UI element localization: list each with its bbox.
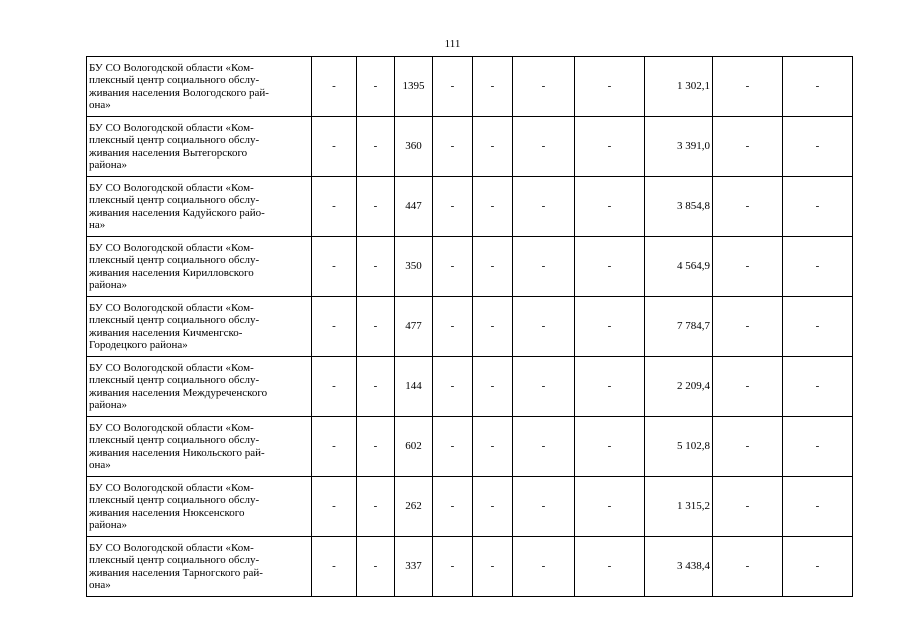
institution-name-line: плексный центр социального обслу-	[89, 254, 260, 267]
value-cell: -	[357, 237, 395, 297]
value-cell: -	[433, 237, 473, 297]
institution-name-line: живания населения Тарногского рай-	[89, 566, 263, 579]
value-cell: -	[357, 297, 395, 357]
value-cell: -	[713, 177, 783, 237]
value-cell: -	[433, 537, 473, 597]
value-cell: -	[713, 297, 783, 357]
value-cell: -	[513, 117, 575, 177]
institution-name-line: плексный центр социального обслу-	[89, 434, 260, 447]
value-cell: -	[357, 357, 395, 417]
value-cell: -	[783, 477, 853, 537]
value-cell: -	[575, 477, 645, 537]
value-cell: 4 564,9	[645, 237, 713, 297]
value-cell: -	[312, 417, 357, 477]
table-row	[87, 297, 853, 357]
institution-name-line: района»	[89, 398, 128, 411]
value-cell: 1 315,2	[645, 477, 713, 537]
value-cell: 3 391,0	[645, 117, 713, 177]
value-cell: 2 209,4	[645, 357, 713, 417]
institution-name-line: БУ СО Вологодской области «Ком-	[89, 421, 254, 434]
institution-name-line: она»	[89, 458, 111, 471]
value-cell: -	[312, 477, 357, 537]
value-cell: 5 102,8	[645, 417, 713, 477]
institution-name-line: БУ СО Вологодской области «Ком-	[89, 121, 254, 134]
value-cell: -	[473, 117, 513, 177]
value-cell: -	[473, 297, 513, 357]
value-cell: -	[513, 297, 575, 357]
value-cell: -	[433, 357, 473, 417]
institution-name-line: района»	[89, 518, 128, 531]
value-cell: 602	[395, 417, 433, 477]
value-cell: -	[312, 237, 357, 297]
value-cell: -	[513, 57, 575, 117]
institution-name-line: БУ СО Вологодской области «Ком-	[89, 241, 254, 254]
value-cell: -	[513, 177, 575, 237]
institution-name-line: БУ СО Вологодской области «Ком-	[89, 301, 254, 314]
value-cell: -	[312, 177, 357, 237]
value-cell: -	[783, 357, 853, 417]
value-cell: -	[575, 417, 645, 477]
institution-name-line: живания населения Кичменгско-	[89, 326, 243, 339]
value-cell: -	[433, 177, 473, 237]
value-cell: -	[713, 537, 783, 597]
value-cell: 1 302,1	[645, 57, 713, 117]
institution-name-line: она»	[89, 578, 111, 591]
institution-name-cell	[87, 117, 312, 177]
institution-name-line: живания населения Нюксенского	[89, 506, 245, 519]
institution-name-cell	[87, 237, 312, 297]
value-cell: -	[312, 297, 357, 357]
value-cell: 144	[395, 357, 433, 417]
page-number: 111	[444, 38, 461, 50]
value-cell: -	[713, 117, 783, 177]
value-cell: -	[575, 537, 645, 597]
table-row	[87, 357, 853, 417]
institution-name-line: она»	[89, 98, 111, 111]
institution-name-cell	[87, 57, 312, 117]
table-row	[87, 477, 853, 537]
value-cell: 447	[395, 177, 433, 237]
table-row	[87, 537, 853, 597]
value-cell: -	[433, 417, 473, 477]
value-cell: -	[312, 357, 357, 417]
value-cell: 1395	[395, 57, 433, 117]
value-cell: -	[473, 477, 513, 537]
value-cell: -	[433, 477, 473, 537]
institution-name-cell	[87, 477, 312, 537]
value-cell: -	[713, 237, 783, 297]
value-cell: 350	[395, 237, 433, 297]
institution-name-line: плексный центр социального обслу-	[89, 314, 260, 327]
value-cell: -	[312, 57, 357, 117]
value-cell: -	[513, 237, 575, 297]
institution-name-line: плексный центр социального обслу-	[89, 194, 260, 207]
institution-name-cell	[87, 417, 312, 477]
institution-name-line: плексный центр социального обслу-	[89, 554, 260, 567]
institution-name-line: живания населения Междуреченского	[89, 386, 268, 399]
value-cell: 3 854,8	[645, 177, 713, 237]
institution-name-line: живания населения Вологодского рай-	[89, 86, 269, 99]
institution-name-cell	[87, 177, 312, 237]
value-cell: -	[357, 57, 395, 117]
value-cell: -	[513, 417, 575, 477]
value-cell: -	[433, 117, 473, 177]
table-body	[87, 57, 853, 597]
value-cell: -	[473, 357, 513, 417]
table-row	[87, 57, 853, 117]
institution-name-line: на»	[89, 218, 106, 231]
institution-name-line: плексный центр социального обслу-	[89, 134, 260, 147]
value-cell: 360	[395, 117, 433, 177]
value-cell: -	[783, 417, 853, 477]
institution-name-line: БУ СО Вологодской области «Ком-	[89, 541, 254, 554]
institution-name-line: БУ СО Вологодской области «Ком-	[89, 181, 254, 194]
institution-name-line: БУ СО Вологодской области «Ком-	[89, 481, 254, 494]
value-cell: -	[575, 237, 645, 297]
value-cell: -	[575, 357, 645, 417]
institution-name-line: плексный центр социального обслу-	[89, 74, 260, 87]
value-cell: -	[575, 57, 645, 117]
value-cell: -	[312, 537, 357, 597]
value-cell: -	[357, 477, 395, 537]
institution-name-line: БУ СО Вологодской области «Ком-	[89, 361, 254, 374]
table-row	[87, 117, 853, 177]
institution-name-cell	[87, 297, 312, 357]
value-cell: -	[513, 537, 575, 597]
value-cell: 477	[395, 297, 433, 357]
value-cell: -	[513, 477, 575, 537]
value-cell: -	[713, 357, 783, 417]
institution-name-line: живания населения Никольского рай-	[89, 446, 265, 459]
value-cell: -	[513, 357, 575, 417]
institution-name-line: плексный центр социального обслу-	[89, 494, 260, 507]
value-cell: 337	[395, 537, 433, 597]
institution-name-line: БУ СО Вологодской области «Ком-	[89, 61, 254, 74]
value-cell: -	[783, 57, 853, 117]
value-cell: -	[575, 117, 645, 177]
institution-name-line: живания населения Вытегорского	[89, 146, 248, 159]
value-cell: -	[473, 537, 513, 597]
value-cell: -	[473, 177, 513, 237]
value-cell: -	[357, 117, 395, 177]
value-cell: -	[783, 177, 853, 237]
institution-name-line: Городецкого района»	[89, 338, 188, 351]
institution-name-line: плексный центр социального обслу-	[89, 374, 260, 387]
value-cell: -	[312, 117, 357, 177]
value-cell: -	[575, 297, 645, 357]
value-cell: -	[473, 417, 513, 477]
institution-name-line: живания населения Кирилловского	[89, 266, 254, 279]
value-cell: -	[783, 537, 853, 597]
value-cell: -	[713, 477, 783, 537]
value-cell: -	[783, 117, 853, 177]
data-table	[86, 56, 853, 597]
institution-name-cell	[87, 357, 312, 417]
value-cell: -	[433, 297, 473, 357]
value-cell: -	[713, 417, 783, 477]
table-row	[87, 237, 853, 297]
value-cell: -	[713, 57, 783, 117]
value-cell: -	[357, 537, 395, 597]
value-cell: -	[473, 57, 513, 117]
institution-name-line: района»	[89, 278, 128, 291]
value-cell: -	[783, 297, 853, 357]
value-cell: 7 784,7	[645, 297, 713, 357]
institution-name-line: живания населения Кадуйского райо-	[89, 206, 265, 219]
value-cell: -	[575, 177, 645, 237]
value-cell: -	[357, 177, 395, 237]
value-cell: -	[433, 57, 473, 117]
value-cell: 3 438,4	[645, 537, 713, 597]
value-cell: 262	[395, 477, 433, 537]
value-cell: -	[357, 417, 395, 477]
institution-name-cell	[87, 537, 312, 597]
institution-name-line: района»	[89, 158, 128, 171]
value-cell: -	[473, 237, 513, 297]
table-row	[87, 417, 853, 477]
value-cell: -	[783, 237, 853, 297]
table-row	[87, 177, 853, 237]
